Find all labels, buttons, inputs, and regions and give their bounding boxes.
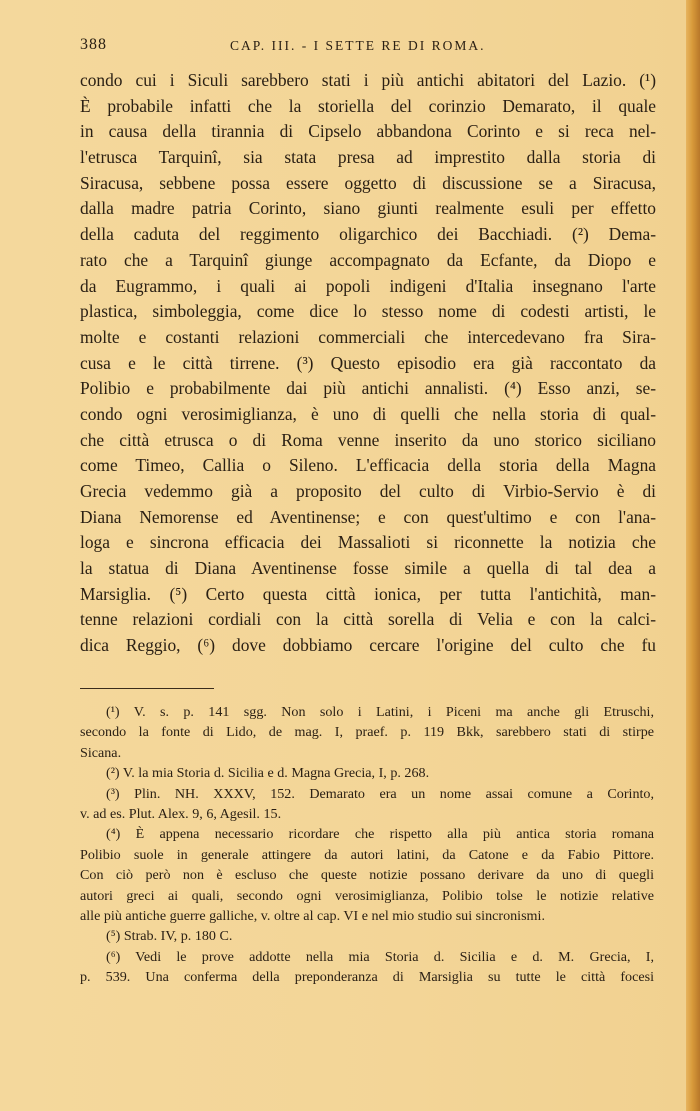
body-line: della caduta del reggimento oligarchico dei Bacchiadi. (²) Dema- [80,224,656,245]
footnote-line: (³) Plin. NH. XXXV, 152. Demarato era un nome assai comune a Corinto, [106,785,654,802]
footnote-line: Polibio suole in generale attingere da autori latini, da Catone e da Fabio Pittore. [80,846,654,863]
footnote-line: (¹) V. s. p. 141 sgg. Non solo i Latini, i Piceni ma anche gli Etruschi, [106,704,654,720]
footnotes [80,702,654,987]
footnote-line: (²) V. la mia Storia d. Sicilia e d. Magna Grecia, I, p. 268. [106,765,430,782]
footnote-separator [80,688,214,689]
body-line: plastica, simboleggia, come dice lo stesso nome di codesti artisti, le [80,301,656,322]
body-line: cusa e le città tirrene. (³) Questo episodio era già raccontato da [80,352,656,373]
body-line: Siracusa, sebbene possa essere oggetto di discussione se a Siracusa, [80,172,656,193]
footnote-line: alle più antiche guerre galliche, v. oltre al cap. VI e nel mio studio sui sincronismi. [80,907,545,924]
body-line: che città etrusca o di Roma venne inserito da uno storico siciliano [80,429,656,450]
footnote-line: p. 539. Una conferma della preponderanza di Marsiglia su tutte le città focesi [80,969,654,986]
footnote-line: (⁴) È appena necessario ricordare che rispetto alla più antica storia romana [106,826,654,843]
body-line: condo cui i Siculi sarebbero stati i più antichi abitatori del Lazio. (¹) [80,70,656,90]
footnote-line: secondo la fonte di Lido, de mag. I, praef. p. 119 Bkk, sarebbero stati di stirpe [80,724,654,741]
footnote-line: (⁶) Vedi le prove addotte nella mia Storia d. Sicilia e d. M. Grecia, I, [106,948,654,965]
footnote-line: autori greci ai quali, secondo ogni verosimiglianza, Polibio tolse le notizie relative [80,887,654,904]
page-header [80,36,656,56]
body-line: da Eugrammo, i quali ai popoli indigeni d'Italia insegnano l'arte [80,275,656,296]
body-line: la statua di Diana Aventinense fosse simile a quella di tal dea a [80,558,656,579]
body-line: rato che a Tarquinî giunge accompagnato da Ecfante, da Diopo e [80,249,656,270]
body-line: condo ogni verosimiglianza, è uno di quelli che nella storia di qual- [80,403,656,424]
body-text [80,68,656,659]
footnote-line: (⁵) Strab. IV, p. 180 C. [106,928,233,945]
body-line: Diana Nemorense ed Aventinense; e con quest'ultimo e con l'ana- [80,506,656,527]
footnote-line: Con ciò però non è escluso che queste notizie possano derivare da uno di quegli [80,867,654,884]
body-line: Grecia vedemmo già a proposito del culto di Virbio-Servio è di [80,481,656,501]
footnote-line: v. ad es. Plut. Alex. 9, 6, Agesil. 15. [80,805,282,822]
footnote-line: Sicana. [80,744,122,761]
running-title: CAP. III. - I SETTE RE DI ROMA. [230,38,486,53]
body-line: Marsiglia. (⁵) Certo questa città ionica, per tutta l'antichità, man- [80,583,656,604]
body-line: tenne relazioni cordiali con la città sorella di Velia e con la calci- [80,609,656,630]
body-line: dica Reggio, (⁶) dove dobbiamo cercare l'origine del culto che fu [80,635,656,656]
body-line: molte e costanti relazioni commerciali che intercedevano fra Sira- [80,326,656,347]
body-line: in causa della tirannia di Cipselo abbandona Corinto e si reca nel- [80,121,656,142]
body-line: È probabile infatti che la storiella del corinzio Demarato, il quale [80,95,656,116]
body-line: dalla madre patria Corinto, siano giunti realmente esuli per effetto [80,198,656,219]
page-edge [686,0,700,1111]
body-line: come Timeo, Callia o Sileno. L'efficacia della storia della Magna [80,455,656,476]
body-line: loga e sincrona efficacia dei Massalioti si riconnette la notizia che [80,532,656,553]
body-line: l'etrusca Tarquinî, sia stata presa ad imprestito dalla storia di [80,147,656,168]
body-line: Polibio e probabilmente dai più antichi annalisti. (⁴) Esso anzi, se- [80,378,656,399]
page-number: 388 [80,36,107,53]
